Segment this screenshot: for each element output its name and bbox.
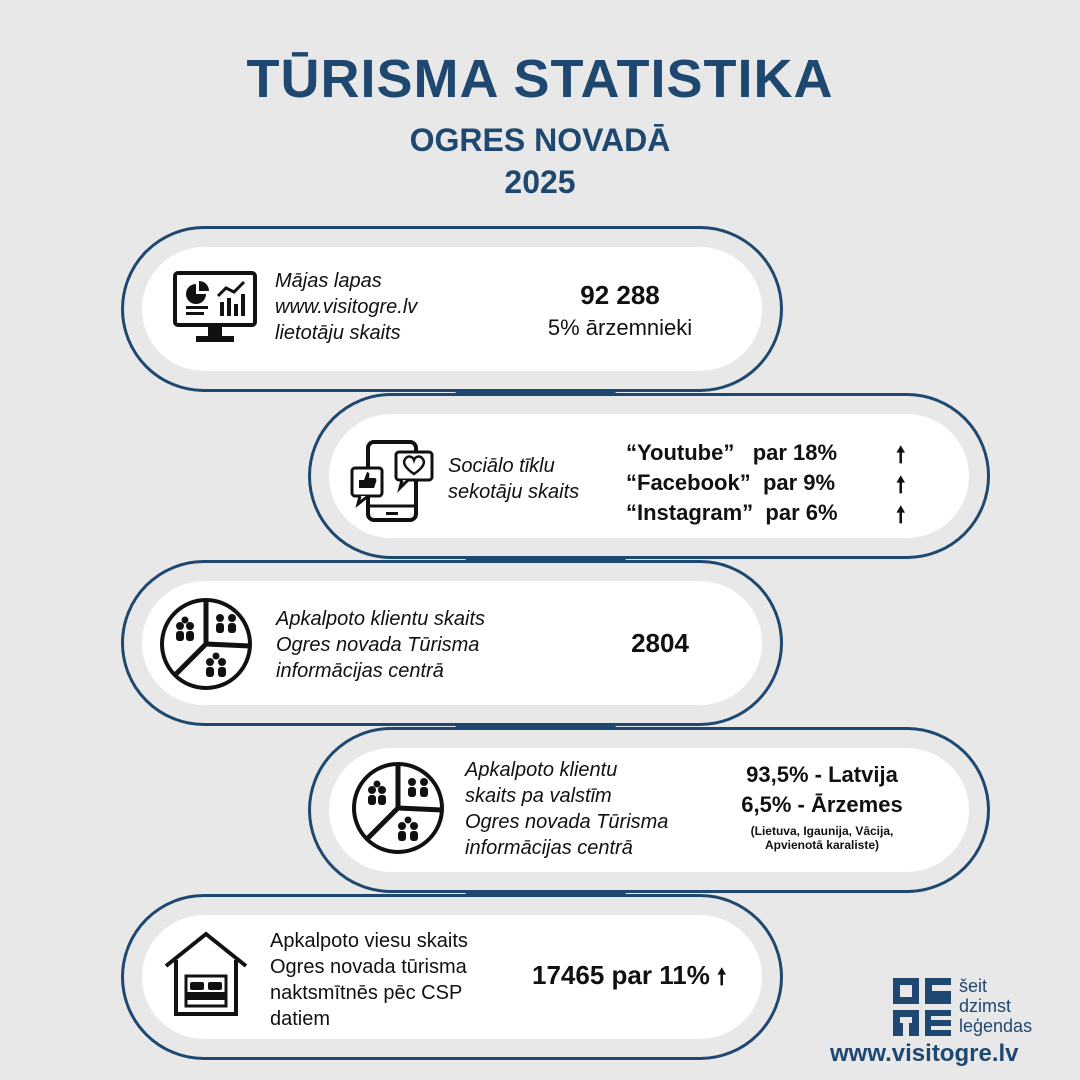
stat-note: (Lietuva, Igaunija, Vācija, Apvienotā karaliste) [750,824,894,852]
people-pie-icon [158,596,254,692]
phone-social-icon [350,440,434,522]
stat-value: 2804 [631,628,689,658]
stat-value-abroad: 6,5% - Ārzemes [741,792,903,817]
up-arrow-icon: 🠕 [896,442,906,467]
website-link[interactable]: www.visitogre.lv [830,1040,1019,1067]
social-row-youtube: “Youtube” par 18% [626,440,838,465]
up-arrow-icon: 🠕 [896,502,906,527]
stat-label: Apkalpoto klientu skaits pa valstīm Ogres novada Tūrisma informācijas centrā [465,759,669,859]
stat-value: 17465 par 11% 🠕 [532,960,762,998]
ogre-logo-icon [893,978,953,1036]
up-arrow-icon: 🠕 [717,964,727,989]
social-row-facebook: “Facebook” par 9% [626,470,836,495]
stat-label: Apkalpoto klientu skaits Ogres novada Tūrisma informācijas centrā [276,608,486,682]
stat-label: Sociālo tīklu sekotāju skaits [448,455,580,503]
stat-value-block [712,762,932,852]
logo-tagline: šeit dzimst leģendas [959,976,1033,1036]
monitor-chart-icon [172,270,258,346]
stat-value: 92 288 [580,280,660,310]
people-pie-icon [350,760,446,856]
page-year: 2025 [504,164,576,200]
stat-value-block [520,280,720,341]
stat-detail: 5% ārzemnieki [547,315,693,340]
up-arrow-icon: 🠕 [896,472,906,497]
stat-label: Mājas lapas www.visitogre.lv lietotāju skaits [275,270,418,344]
social-row-instagram: “Instagram” par 6% [626,500,838,525]
stat-label: Apkalpoto viesu skaits Ogres novada tūrisma naktsmītnēs pēc CSP datiem [270,930,468,1030]
page-title: TŪRISMA STATISTIKA [246,49,834,109]
house-bed-icon [162,930,250,1018]
stat-value-latvia: 93,5% - Latvija [746,762,898,787]
page-subtitle: OGRES NOVADĀ [409,122,671,158]
